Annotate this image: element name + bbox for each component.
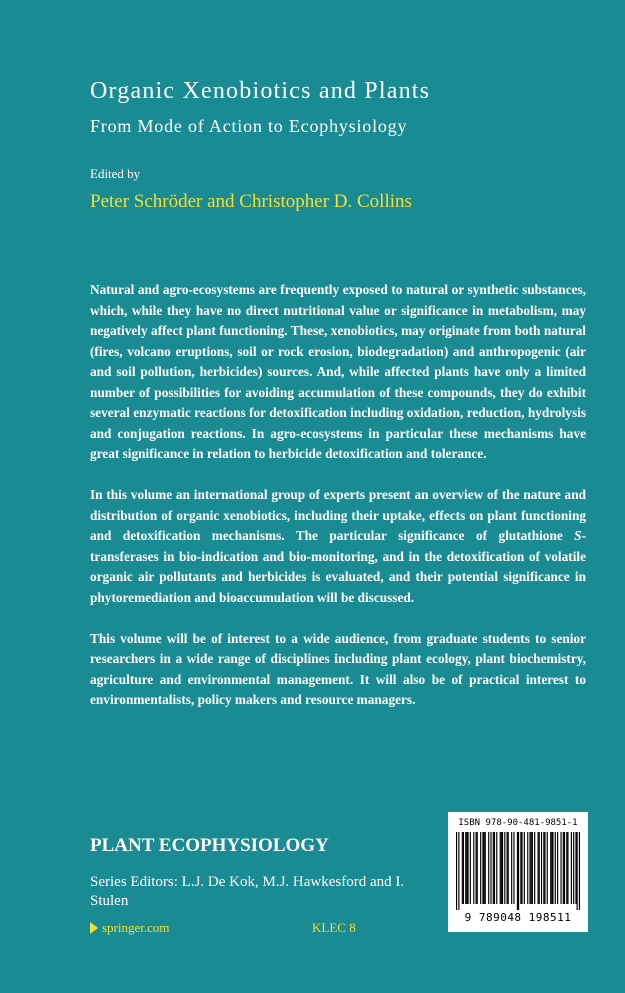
book-title: Organic Xenobiotics and Plants (90, 78, 431, 104)
series-title: PLANT ECOPHYSIOLOGY (90, 835, 329, 856)
isbn-label: ISBN 978-90-481-9851-1 (458, 818, 578, 828)
springer-link[interactable] (90, 920, 170, 936)
description-p2-italic: S (574, 528, 582, 543)
barcode-digits: 9 789048 198511 (464, 911, 572, 924)
description-p2-start: In this volume an international group of experts present an overview of the nature and distribution of organic xenobiotics, including their uptake, effects on plant functioning and detoxification mechanisms. The particular significance of glutathione (90, 487, 586, 543)
barcode-icon (456, 832, 580, 910)
book-editors: Peter Schröder and Christopher D. Collins (90, 191, 412, 212)
description-p2-end: -transferases in bio-indication and bio-monitoring, and in the detoxification of volatile organic air pollutants and herbicides is evaluated, and their potential significance in phytoremediation and bioaccumulation will be discussed. (90, 528, 586, 605)
description-paragraph-3: This volume will be of interest to a wide audience, from graduate students to senior researchers in a wide range of disciplines including plant ecology, plant biochemistry, agriculture and environmental management. It will also be of practical interest to environmentalists, policy makers and resource managers. (90, 630, 586, 707)
book-subtitle: From Mode of Action to Ecophysiology (90, 116, 408, 136)
edited-by-label: Edited by (90, 166, 141, 181)
springer-link-label: springer.com (102, 920, 170, 935)
description-paragraph-2 (90, 485, 586, 608)
isbn-barcode-box (448, 812, 588, 932)
chevron-right-icon (90, 922, 98, 934)
series-editors: Series Editors: L.J. De Kok, M.J. Hawkesford and I. Stulen (90, 874, 405, 909)
book-description (90, 280, 586, 731)
description-paragraph-1: Natural and agro-ecosystems are frequently exposed to natural or synthetic substances, which, while they have no direct nutritional value or significance in metabolism, may negatively affect plant functioning. These, xenobiotics, may originate from both natural (fires, volcano eruptions, soil or rock erosion, biodegradation) and anthropogenic (air and soil pollution, herbicides) sources. And, while affected plants have only a limited number of possibilities for avoiding accumulation of these compounds, they do exhibit several enzymatic reactions for detoxification including oxidation, reduction, hydrolysis and conjugation reactions. In agro-ecosystems in particular these mechanisms have great significance in relation to herbicide detoxification and tolerance. (90, 282, 586, 461)
series-code: KLEC 8 (312, 920, 356, 935)
